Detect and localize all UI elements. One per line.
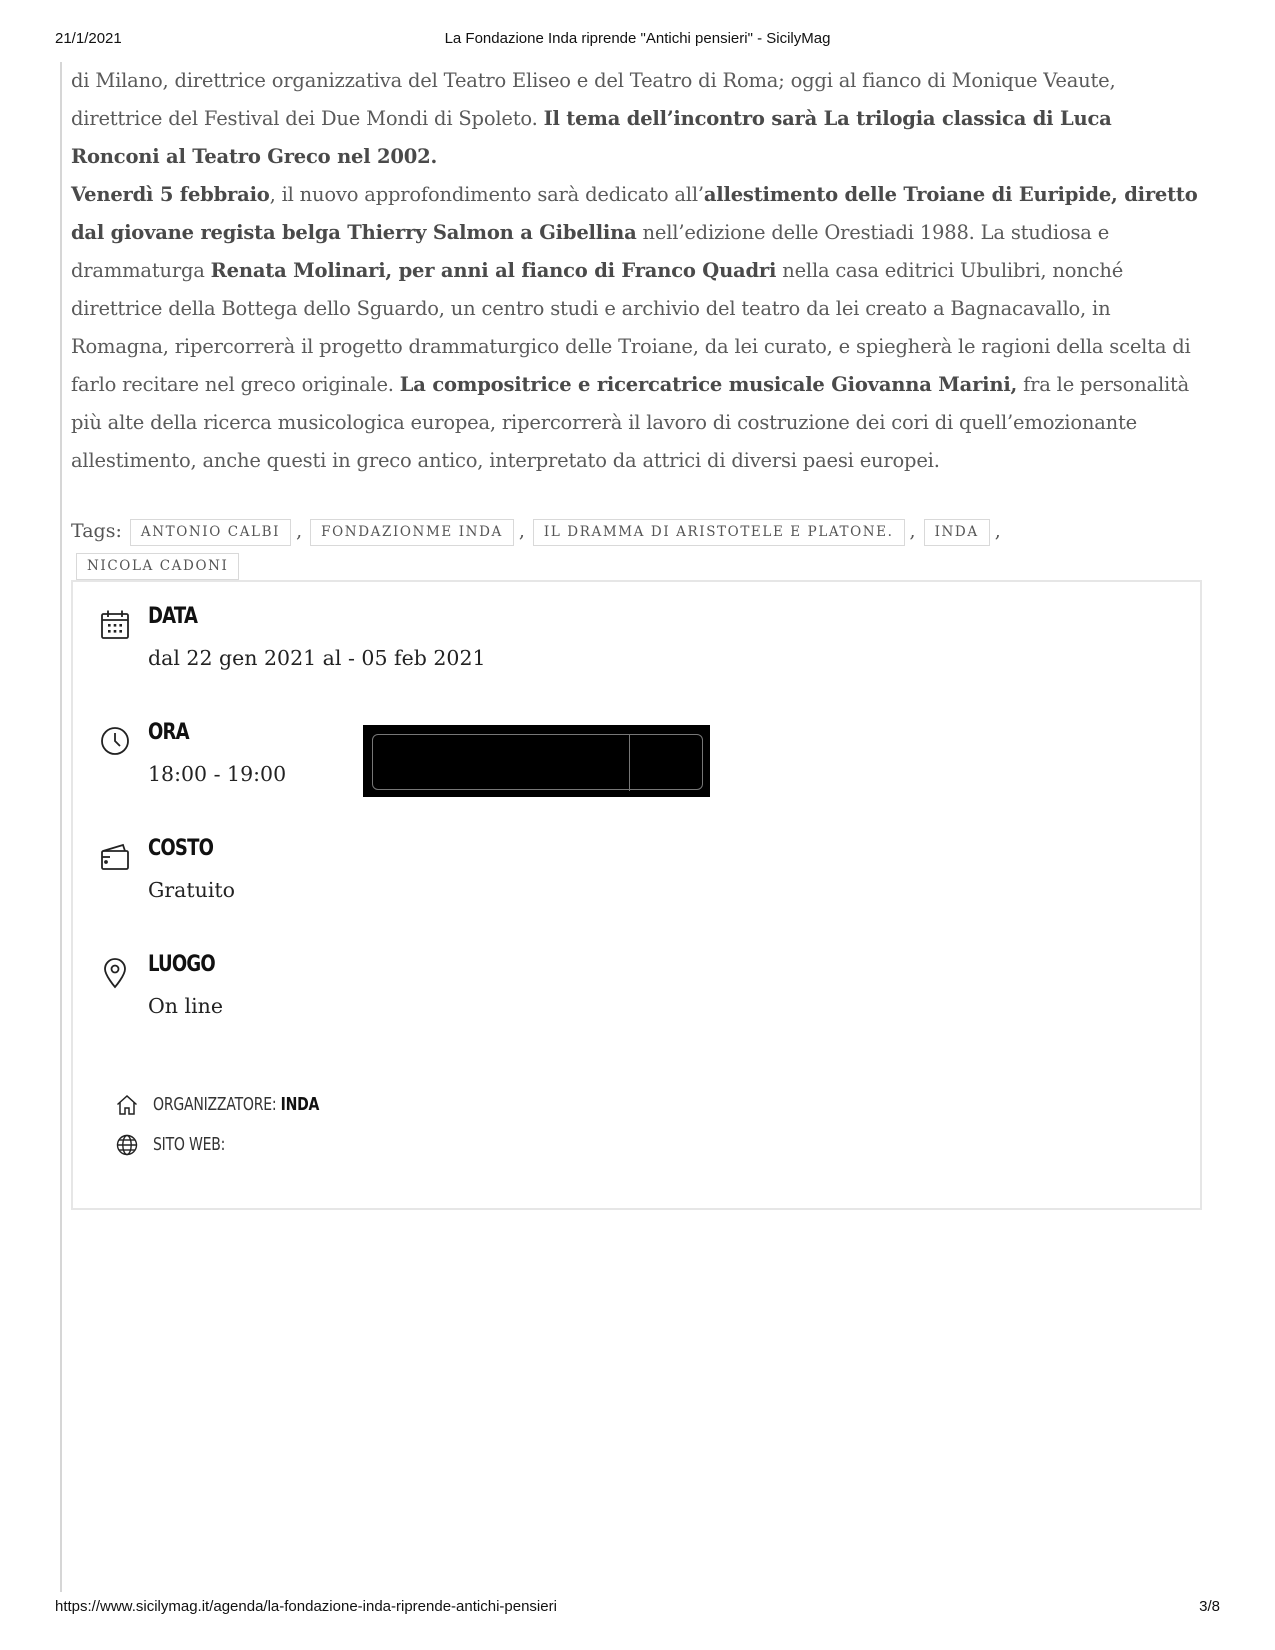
event-cost-value: Gratuito (148, 878, 235, 902)
organizer-text (153, 1094, 319, 1115)
article-text: fra le personalità più alte della ricerca musicologica europea, ripercorrerà il lavoro di costruzione dei cori di quell’emozionante allestimento, anche questi in greco antico, interpretato da attrici di diversi paesi europei. (71, 373, 1190, 472)
print-url: https://www.sicilymag.it/agenda/la-fondazione-inda-riprende-antichi-pensieri (55, 1598, 557, 1615)
article-text: nella casa editrici Ubulibri, nonché direttrice della Bottega dello Sguardo, un centro studi e archivio del teatro da lei creato a Bagnacavallo, in Romagna, ripercorrerà il progetto drammaturgico delle Troiane, da lei curato, e spiegherà le ragioni della scelta di farlo recitare nel greco originale. (71, 259, 1191, 396)
tags-label: Tags: (71, 520, 122, 542)
home-icon (115, 1093, 139, 1117)
article-text: nell’edizione delle Orestiadi 1988. La studiosa e drammaturga (71, 221, 1110, 282)
redacted-block (363, 725, 710, 797)
tag-separator: , (296, 520, 303, 542)
tag-separator: , (518, 520, 525, 542)
tag-link[interactable]: FONDAZIONME INDA (310, 519, 514, 546)
globe-icon (115, 1133, 139, 1157)
article-bold-text: allestimento delle Troiane di Euripide, diretto dal giovane regista belga Thierry Salmon a Gibellina (71, 183, 1198, 244)
tag-link[interactable]: ANTONIO CALBI (130, 519, 291, 546)
tag-link[interactable]: IL DRAMMA DI ARISTOTELE E PLATONE. (533, 519, 905, 546)
article-text: di Milano, direttrice organizzativa del Teatro Eliseo e del Teatro di Roma; oggi al fianco di Monique Veaute, direttrice del Festival dei Due Mondi di Spoleto. (71, 69, 1116, 130)
tag-link[interactable]: INDA (924, 519, 990, 546)
tag-separator: , (909, 520, 916, 542)
calendar-icon (98, 608, 132, 642)
article-body (71, 62, 1206, 480)
article-bold-text: Renata Molinari, per anni al fianco di Franco Quadri (210, 259, 777, 282)
organizer-label: ORGANIZZATORE: (153, 1094, 281, 1115)
article-bold-text: Il tema dell’incontro sarà La trilogia classica di Luca Ronconi al Teatro Greco nel 2002. (71, 107, 1112, 168)
event-location-value: On line (148, 994, 223, 1018)
redacted-divider (629, 735, 630, 791)
event-date-heading: DATA (148, 604, 198, 629)
event-location-heading: LUOGO (148, 952, 215, 977)
article-text: , il nuovo approfondimento sarà dedicato all’ (269, 183, 704, 206)
print-footer (55, 1598, 1220, 1620)
redacted-inner-frame (372, 734, 703, 790)
website-label: SITO WEB: (153, 1134, 226, 1155)
event-date-value: dal 22 gen 2021 al - 05 feb 2021 (148, 646, 486, 670)
print-date: 21/1/2021 (55, 30, 122, 47)
print-page-title: La Fondazione Inda riprende "Antichi pensieri" - SicilyMag (444, 30, 831, 47)
article-bold-text: La compositrice e ricercatrice musicale Giovanna Marini, (399, 373, 1018, 396)
tag-link[interactable]: NICOLA CADONI (76, 553, 239, 580)
content-left-border (60, 62, 62, 1592)
article-paragraph-2 (71, 176, 1206, 480)
event-time-heading: ORA (148, 720, 189, 745)
clock-icon (98, 724, 132, 758)
wallet-icon (98, 840, 132, 874)
print-page-number: 3/8 (1199, 1598, 1220, 1615)
event-details-box (71, 580, 1202, 1210)
tag-separator: , (994, 520, 1001, 542)
article-bold-text: Venerdì 5 febbraio (71, 183, 270, 206)
event-time-value: 18:00 - 19:00 (148, 762, 287, 786)
print-header (55, 30, 1220, 52)
organizer-link[interactable]: INDA (280, 1094, 320, 1115)
event-cost-heading: COSTO (148, 836, 214, 861)
article-paragraph-1 (71, 62, 1206, 176)
location-pin-icon (98, 956, 132, 990)
tags-list (71, 516, 1206, 580)
